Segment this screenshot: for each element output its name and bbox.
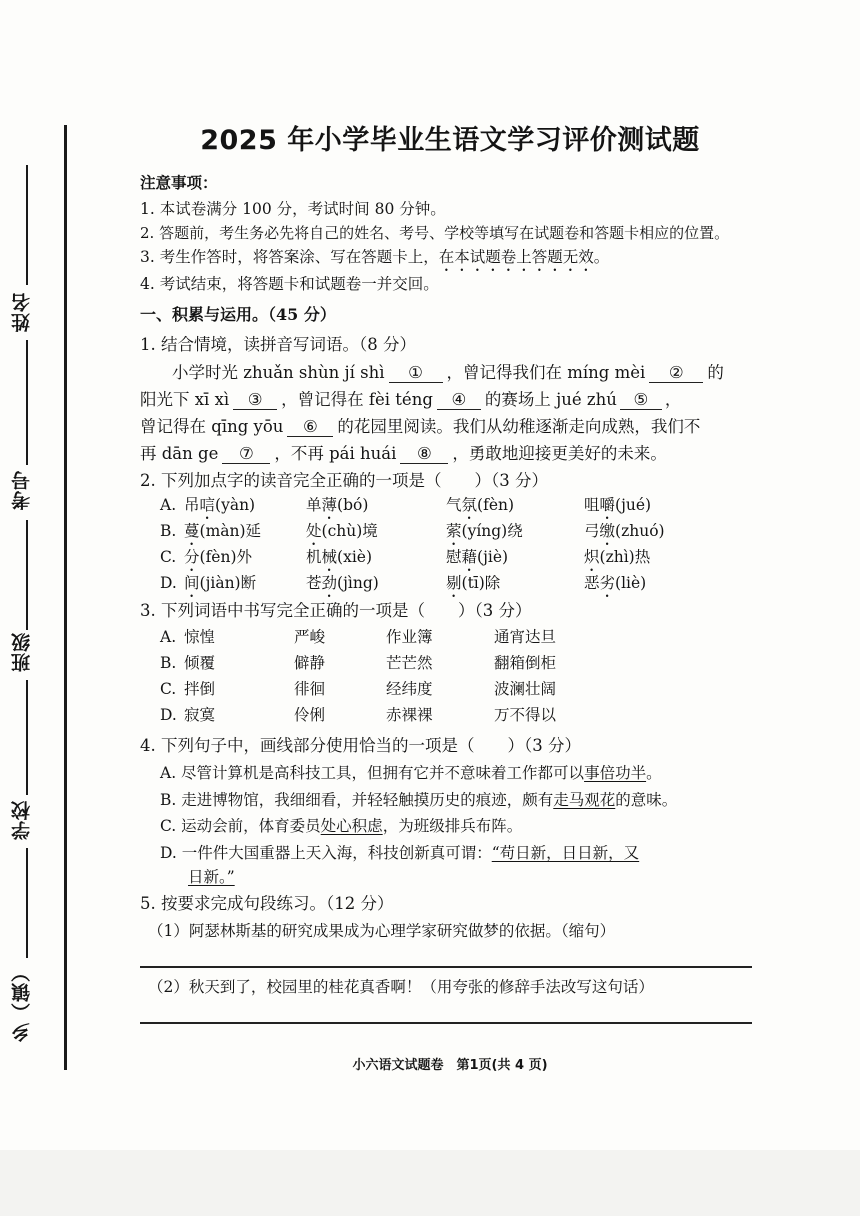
q3-stem: 3. 下列词语中书写完全正确的一项是（ ）（3 分） [140,601,532,620]
q1-line-4 [140,443,667,465]
q2-pinyin: (yíng)绕 [461,522,523,540]
q2-word-plain: 慰 [446,548,462,566]
q1-text: 小学时光 zhuǎn shùn jí shì [172,363,385,382]
exam-no-label: 考号 [11,470,33,510]
q2-dotted-char: 唁 [199,496,216,514]
q2-dotted-char: 劣 [599,574,616,592]
q2-pinyin: (màn)延 [199,522,262,540]
q2-dotted-char: 分 [184,548,200,566]
q1-blank-1[interactable]: ① [389,364,443,383]
q4-underlined-a: 事倍功半 [584,764,647,782]
q2-pinyin: (yàn) [215,496,256,514]
q2-word-plain: 恶 [584,574,600,592]
q3-option-label: C. [160,680,177,698]
q2-option-word [306,520,378,549]
q2-pinyin: (fèn) [477,496,515,514]
q1-text: 再 dān ge [140,444,219,463]
notice-item-1: 1. 本试卷满分 100 分，考试时间 80 分钟。 [140,200,446,218]
q3-option-word: 严峻 [294,628,326,646]
q2-word-plain: 气 [446,496,462,514]
q2-dotted-char: 间 [184,574,200,592]
q2-pinyin: (liè) [615,574,647,592]
q3-option-word: 赤裸裸 [386,706,433,724]
q2-dotted-char: 藉 [461,548,478,566]
q2-option-label: D. [160,574,177,592]
q2-option-word [584,520,665,549]
q2-option-word [306,546,372,575]
class-field-line[interactable] [26,520,28,630]
q1-line-1 [172,362,724,384]
q2-option-word [306,572,379,601]
q2-dotted-char: 械 [321,548,338,566]
name-field-line[interactable] [26,165,28,285]
q2-word-plain: 单 [306,496,322,514]
q2-option-word [306,494,368,523]
q3-option-word: 徘徊 [294,680,326,698]
page-footer: 小六语文试题卷 第1页(共 4 页) [352,1058,548,1073]
q3-option-label: D. [160,706,177,724]
q2-pinyin: (xiè) [337,548,372,566]
q4-stem: 4. 下列句子中，画线部分使用恰当的一项是（ ）（3 分） [140,736,581,755]
name-label: 姓名 [11,292,33,332]
q4-text: B. 走进博物馆，我细细看，并轻轻触摸历史的痕迹，颇有 [160,791,554,809]
q2-option-label: A. [160,496,177,514]
q4-underlined-c: 处心积虑 [320,817,383,835]
township-label: 乡（镇） [11,962,33,1042]
q3-option-word: 万不得以 [494,706,557,724]
q2-option-word [584,494,651,523]
q2-pinyin: (zhuó) [615,522,665,540]
q2-option-word [446,572,500,601]
q4-underlined-d: “苟日新，日日新，又 [491,844,640,862]
q3-option-label: B. [160,654,177,672]
scan-bottom-band [0,1150,860,1216]
q2-pinyin: (jiè) [477,548,509,566]
q2-pinyin: (tī)除 [461,574,501,592]
q1-text: ， [664,390,682,409]
q2-pinyin: (chù)境 [321,522,378,540]
q3-option-word: 通宵达旦 [494,628,557,646]
q2-option-word [446,494,514,523]
q2-word-plain: 吊 [184,496,200,514]
q1-text: ，曾记得在 fèi téng [281,390,433,409]
q3-option-word: 经纬度 [386,680,433,698]
notice-item-4: 4. 考试结束，将答题卡和试题卷一并交回。 [140,275,439,293]
q4-text: ，为班级排兵布阵。 [382,817,523,835]
class-label: 班级 [11,632,33,672]
q2-dotted-char: 炽 [584,548,600,566]
q4-option-d-cont [188,866,235,888]
notice-item-3-end: 。 [593,248,610,266]
q3-option-word: 惊惶 [184,628,216,646]
section-1-title: 一、积累与运用。（45 分） [140,305,336,324]
q4-text: C. 运动会前，体育委员 [160,817,321,835]
q2-pinyin: (jué) [615,496,652,514]
q4-option-b[interactable] [160,789,677,811]
q3-option-word: 僻静 [294,654,326,672]
q3-option-word: 寂寞 [184,706,216,724]
q1-text: 的花园里阅读。我们从幼稚逐渐走向成熟，我们不 [337,417,701,436]
q2-option-word [184,494,255,523]
q2-option-word [184,572,256,601]
q5-answer-line-2[interactable] [140,1022,752,1024]
q2-dotted-char: 劲 [321,574,338,592]
q4-text: D. 一件件大国重器上天入海，科技创新真可谓： [160,844,492,862]
q5-sub-1: （1）阿瑟林斯基的研究成果成为心理学家研究做梦的依据。（缩句） [148,922,616,940]
q2-dotted-char: 剔 [446,574,462,592]
q2-stem: 2. 下列加点字的读音完全正确的一项是（ ）（3 分） [140,471,548,490]
q4-option-d[interactable] [160,842,639,864]
q5-sub-2: （2）秋天到了，校园里的桂花真香啊！（用夸张的修辞手法改写这句话） [148,978,654,996]
q2-dotted-char: 薄 [321,496,338,514]
q4-option-a[interactable] [160,762,662,784]
q1-blank-5[interactable]: ⑤ [620,391,662,410]
notice-item-3 [140,246,609,275]
q4-option-c[interactable] [160,815,522,837]
q1-blank-4[interactable]: ④ [437,391,481,410]
q3-option-word: 翻箱倒柜 [494,654,557,672]
q1-text: 曾记得在 qīng yōu [140,417,284,436]
notice-item-2: 2. 答题前，考生务必先将自己的姓名、考号、学校等填写在试题卷和答题卡相应的位置。 [140,224,730,242]
q1-text: ，不再 pái huái [274,444,397,463]
exam-no-field-line[interactable] [26,340,28,465]
q1-blank-6[interactable]: ⑥ [287,418,333,437]
q2-pinyin: (jiàn)断 [199,574,257,592]
q2-dotted-char: 处 [306,522,322,540]
q2-pinyin: (zhì)热 [599,548,651,566]
q2-word-plain: 咀 [584,496,600,514]
q2-dotted-char: 氛 [461,496,478,514]
q2-option-label: C. [160,548,177,566]
q2-option-word [584,546,650,575]
q2-dotted-char: 嚼 [599,496,616,514]
q1-blank-2[interactable]: ② [649,364,703,383]
q2-word-plain: 机 [306,548,322,566]
exam-title: 2025 年小学毕业生语文学习评价测试题 [200,125,700,156]
q1-text: 的 [707,363,724,382]
q3-option-label: A. [160,628,177,646]
q2-dotted-char: 蔓 [184,522,200,540]
q4-text: 的意味。 [615,791,678,809]
q3-option-word: 拌倒 [184,680,216,698]
q5-stem: 5. 按要求完成句段练习。（12 分） [140,894,394,913]
q2-pinyin: (jìng) [337,574,379,592]
q1-text: 阳光下 xī xì [140,390,230,409]
q2-dotted-char: 萦 [446,522,462,540]
q2-pinyin: (bó) [337,496,369,514]
q2-option-label: B. [160,522,177,540]
q3-option-word: 作业簿 [386,628,433,646]
q1-stem: 1. 结合情境，读拼音写词语。（8 分） [140,335,416,354]
notice-emphasis: 在本试题卷上答题无效 [438,248,594,266]
q1-line-3 [140,416,700,438]
q2-option-word [446,520,523,549]
binding-line [64,125,67,1070]
q4-text: A. 尽管计算机是高科技工具，但拥有它并不意味着工作都可以 [160,764,585,782]
q1-blank-3[interactable]: ③ [233,391,277,410]
q1-line-2 [140,389,681,411]
q2-option-word [184,520,261,549]
school-field-line[interactable] [26,680,28,795]
q2-pinyin: (fèn)外 [199,548,253,566]
q1-blank-7[interactable]: ⑦ [222,445,270,464]
q2-dotted-char: 缴 [599,522,616,540]
q1-text: ，勇敢地迎接更美好的未来。 [452,444,667,463]
q1-text: 的赛场上 jué zhú [484,390,617,409]
q4-text: 。 [646,764,662,782]
q2-option-word [584,572,646,601]
notice-heading: 注意事项： [140,173,218,192]
township-field-line[interactable] [26,848,28,958]
q2-word-plain: 弓 [584,522,600,540]
q4-underlined-d-end: 日新。” [188,868,235,886]
q2-option-word [184,546,252,575]
q5-answer-line-1[interactable] [140,966,752,968]
q3-option-word: 伶俐 [294,706,326,724]
q1-blank-8[interactable]: ⑧ [400,445,448,464]
school-label: 学校 [11,800,33,840]
notice-item-3-text: 3. 考生作答时，将答案涂、写在答题卡上， [140,248,439,266]
q3-option-word: 倾覆 [184,654,216,672]
q4-underlined-b: 走马观花 [553,791,616,809]
q1-text: ，曾记得我们在 míng mèi [446,363,646,382]
q3-option-word: 芒芒然 [386,654,433,672]
q3-option-word: 波澜壮阔 [494,680,557,698]
q2-word-plain: 苍 [306,574,322,592]
q2-option-word [446,546,508,575]
